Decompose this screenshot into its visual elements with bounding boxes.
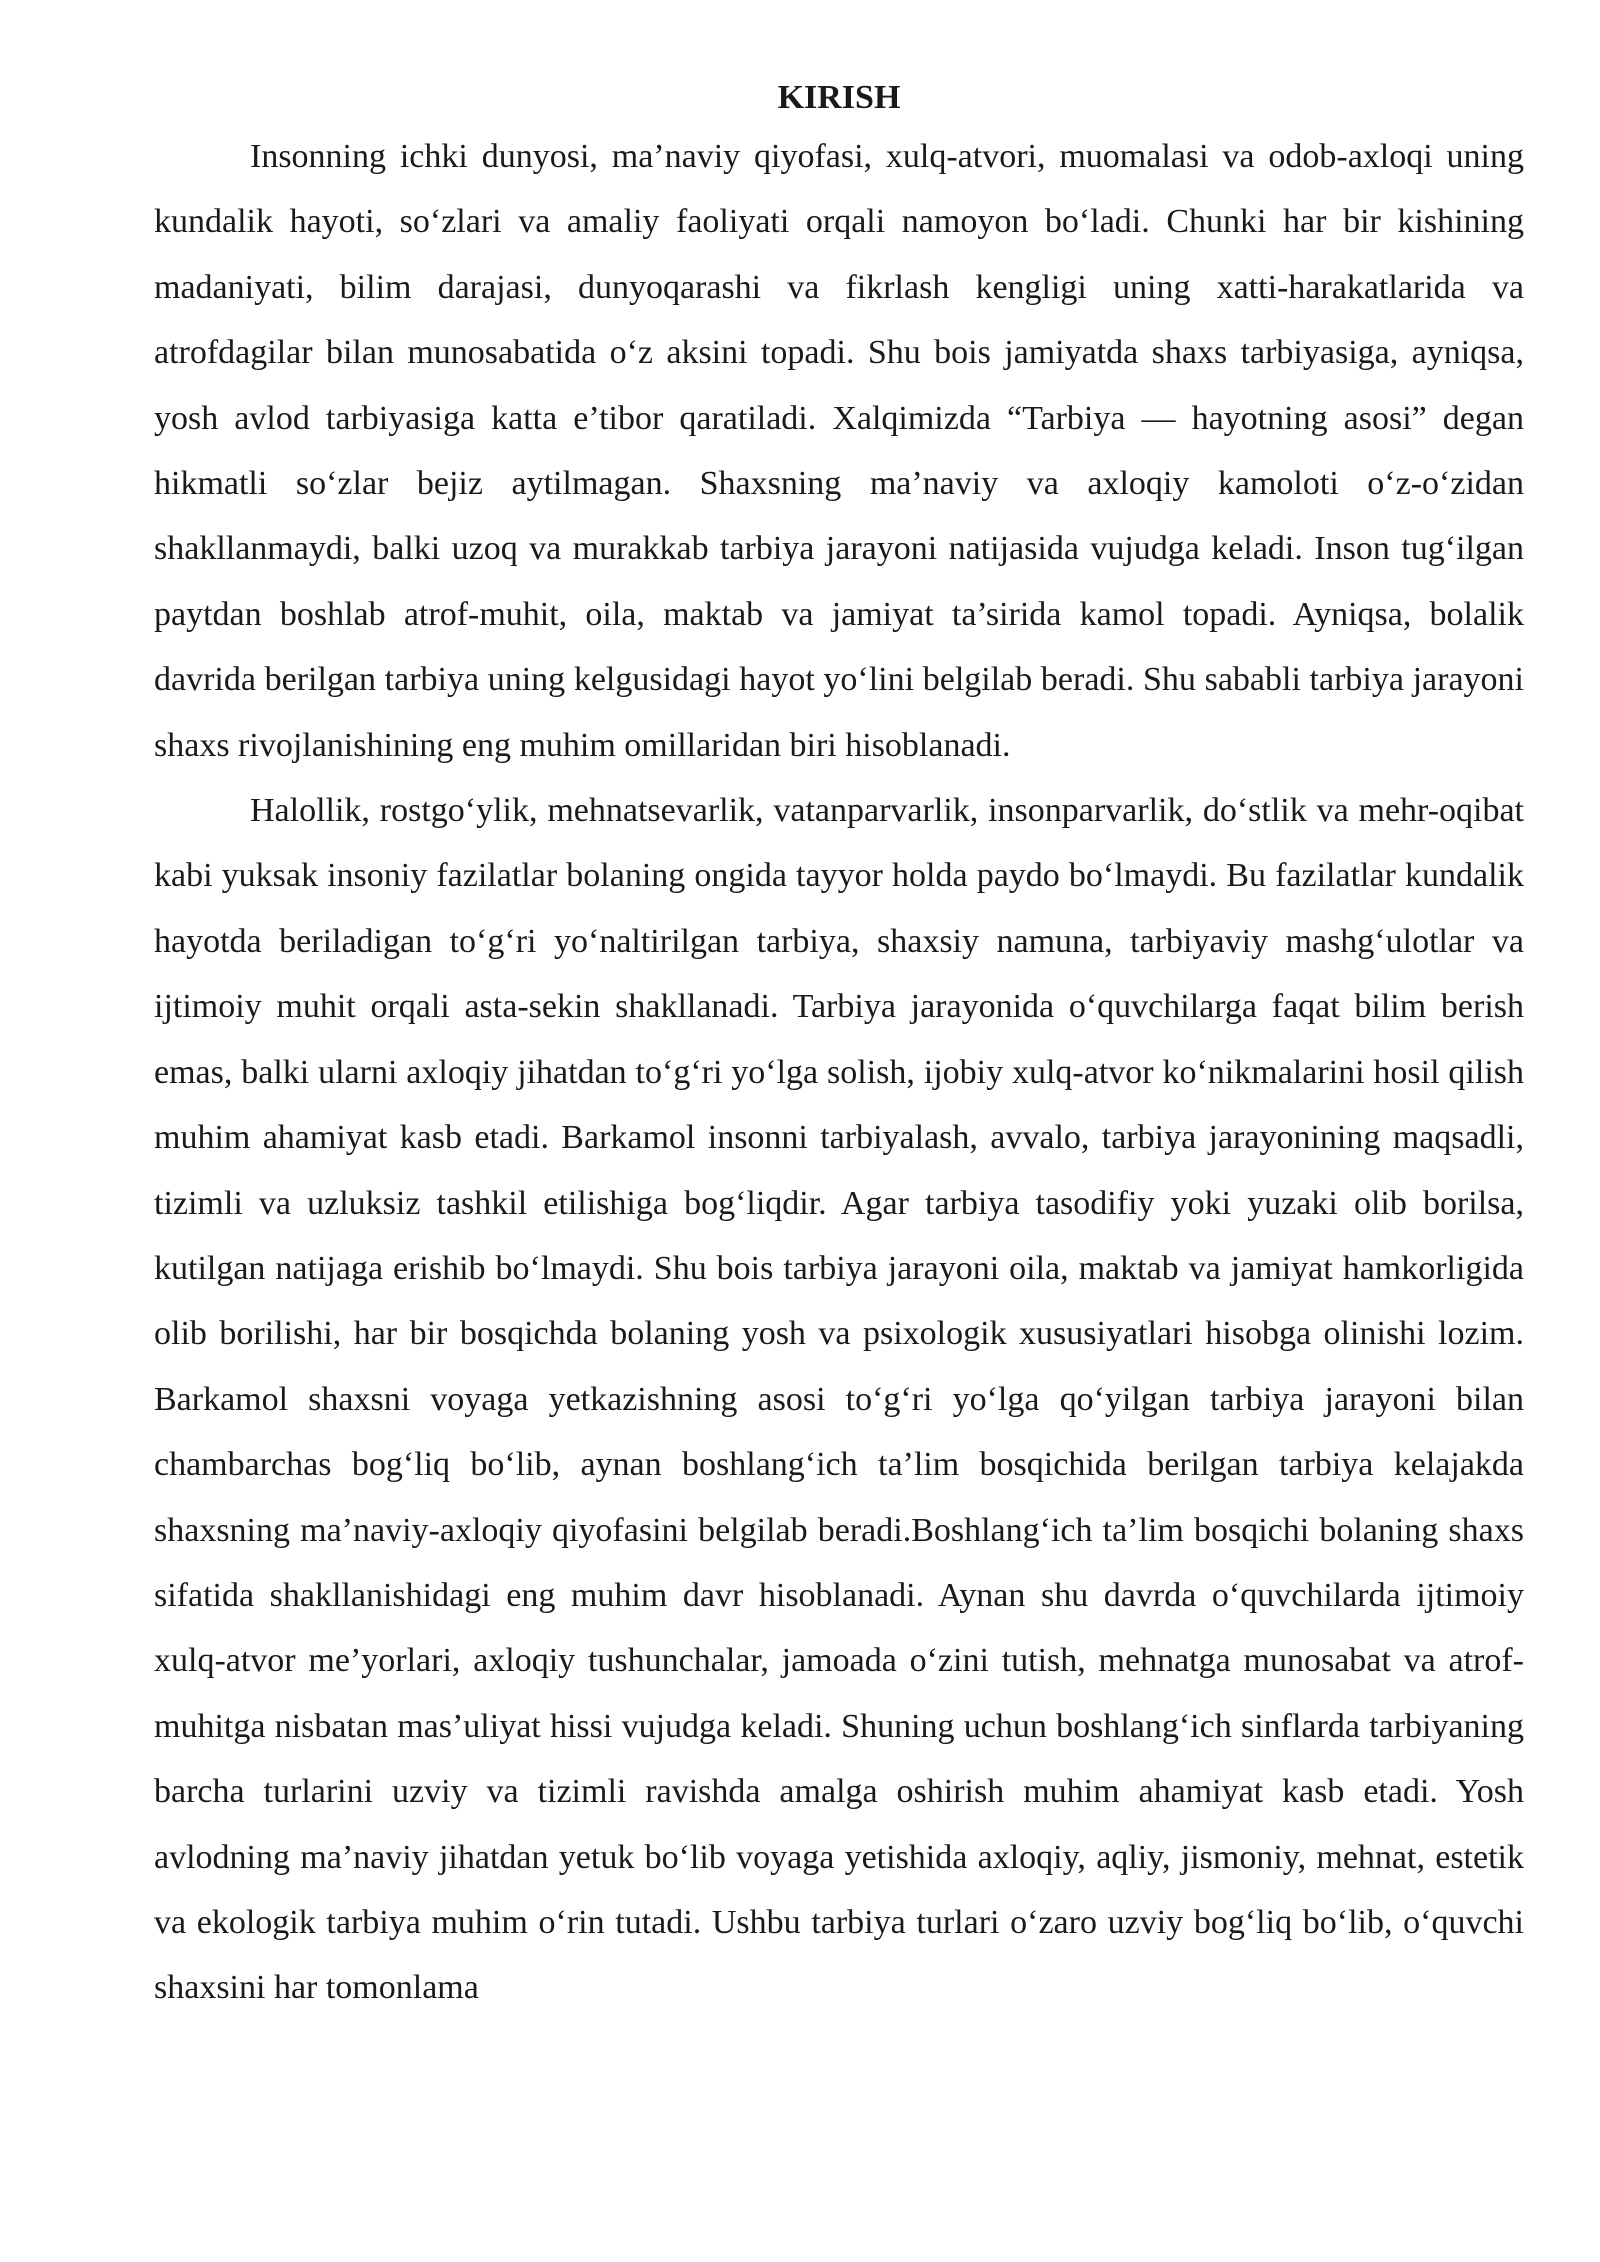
paragraph-2: Halollik, rostgo‘ylik, mehnatsevarlik, vatanparvarlik, insonparvarlik, do‘stlik va mehr-oqibat kabi yuksak insoniy fazilatlar bolaning ongida tayyor holda paydo bo‘lmaydi. Bu fazilatlar kundalik hayotda beriladigan to‘g‘ri yo‘naltirilgan tarbiya, shaxsiy namuna, tarbiyaviy mashg‘ulotlar va ijtimoiy muhit orqali asta-sekin shakllanadi. Tarbiya jarayonida o‘quvchilarga faqat bilim berish emas, balki ularni axloqiy jihatdan to‘g‘ri yo‘lga solish, ijobiy xulq-atvor ko‘nikmalarini hosil qilish muhim ahamiyat kasb etadi. Barkamol insonni tarbiyalash, avvalo, tarbiya jarayonining maqsadli, tizimli va uzluksiz tashkil etilishiga bog‘liqdir. Agar tarbiya tasodifiy yoki yuzaki olib borilsa, kutilgan natijaga erishib bo‘lmaydi. Shu bois tarbiya jarayoni oila, maktab va jamiyat hamkorligida olib borilishi, har bir bosqichda bolaning yosh va psixologik xususiyatlari hisobga olinishi lozim. Barkamol shaxsni voyaga yetkazishning asosi to‘g‘ri yo‘lga qo‘yilgan tarbiya jarayoni bilan chambarchas bog‘liq bo‘lib, aynan boshlang‘ich ta’lim bosqichida berilgan tarbiya kelajakda shaxsning ma’naviy-axloqiy qiyofasini belgilab beradi.Boshlang‘ich ta’lim bosqichi bolaning shaxs sifatida shakllanishidagi eng muhim davr hisoblanadi. Aynan shu davrda o‘quvchilarda ijtimoiy xulq-atvor me’yorlari, axloqiy tushunchalar, jamoada o‘zini tutish, mehnatga munosabat va atrof-muhitga nisbatan mas’uliyat hissi vujudga keladi. Shuning uchun boshlang‘ich sinflarda tarbiyaning barcha turlarini uzviy va tizimli ravishda amalga oshirish muhim ahamiyat kasb etadi. Yosh avlodning ma’naviy jihatdan yetuk bo‘lib voyaga yetishida axloqiy, aqliy, jismoniy, mehnat, estetik va ekologik tarbiya muhim o‘rin tutadi. Ushbu tarbiya turlari o‘zaro uzviy bog‘liq bo‘lib, o‘quvchi shaxsini har tomonlama [154,792,1524,2007]
paragraph-1: Insonning ichki dunyosi, ma’naviy qiyofasi, xulq-atvori, muomalasi va odob-axloqi uning kundalik hayoti, so‘zlari va amaliy faoliyati orqali namoyon bo‘ladi. Chunki har bir kishining madaniyati, bilim darajasi, dunyoqarashi va fikrlash kengligi uning xatti-harakatlarida va atrofdagilar bilan munosabatida o‘z aksini topadi. Shu bois jamiyatda shaxs tarbiyasiga, ayniqsa, yosh avlod tarbiyasiga katta e’tibor qaratiladi. Xalqimizda “Tarbiya — hayotning asosi” degan hikmatli so‘zlar bejiz aytilmagan. Shaxsning ma’naviy va axloqiy kamoloti o‘z-o‘zidan shakllanmaydi, balki uzoq va murakkab tarbiya jarayoni natijasida vujudga keladi. Inson tug‘ilgan paytdan boshlab atrof-muhit, oila, maktab va jamiyat ta’sirida kamol topadi. Ayniqsa, bolalik davrida berilgan tarbiya uning kelgusidagi hayot yo‘lini belgilab beradi. Shu sababli tarbiya jarayoni shaxs rivojlanishining eng muhim omillaridan biri hisoblanadi. [154,138,1524,764]
document-page [154,72,1524,2021]
document-title: KIRISH [777,79,901,116]
